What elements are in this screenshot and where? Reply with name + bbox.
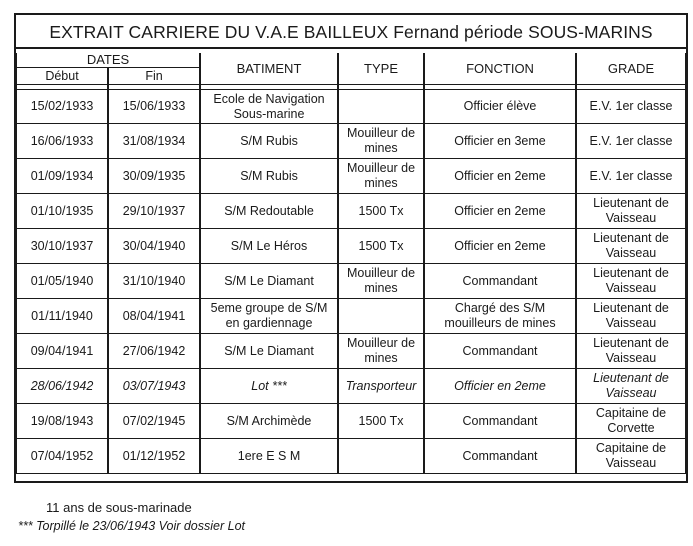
cell-grade: Capitaine de Vaisseau: [576, 439, 686, 474]
cell-type: Mouilleur de mines: [338, 264, 424, 299]
cell-debut: 15/02/1933: [16, 89, 108, 124]
footnote: *** Torpillé le 23/06/1943 Voir dossier Lot: [18, 519, 245, 533]
cell-debut: 07/04/1952: [16, 439, 108, 474]
cell-fin: 30/09/1935: [108, 159, 200, 194]
cell-fin: 30/04/1940: [108, 229, 200, 264]
cell-grade: Capitaine de Corvette: [576, 404, 686, 439]
table-row: [16, 89, 686, 124]
cell-fonction: Officier en 2eme: [424, 159, 576, 194]
cell-fonction: Commandant: [424, 404, 576, 439]
table-row: [16, 194, 686, 229]
cell-type: [338, 439, 424, 474]
table-row: [16, 264, 686, 299]
cell-fin: 31/10/1940: [108, 264, 200, 299]
table-row: [16, 159, 686, 194]
cell-debut: 09/04/1941: [16, 334, 108, 369]
cell-batiment: 5eme groupe de S/M en gardiennage: [200, 299, 338, 334]
cell-grade: E.V. 1er classe: [576, 89, 686, 124]
table-row: [16, 439, 686, 474]
career-table: [16, 53, 686, 474]
career-document: [14, 13, 688, 483]
document-title: EXTRAIT CARRIERE DU V.A.E BAILLEUX Fernand période SOUS-MARINS: [16, 15, 686, 49]
cell-type: 1500 Tx: [338, 229, 424, 264]
cell-fonction: Chargé des S/M mouilleurs de mines: [424, 299, 576, 334]
cell-grade: Lieutenant de Vaisseau: [576, 264, 686, 299]
cell-batiment: S/M Redoutable: [200, 194, 338, 229]
cell-grade: E.V. 1er classe: [576, 124, 686, 159]
cell-grade: Lieutenant de Vaisseau: [576, 334, 686, 369]
cell-debut: 28/06/1942: [16, 369, 108, 404]
cell-type: Mouilleur de mines: [338, 334, 424, 369]
cell-fonction: Commandant: [424, 334, 576, 369]
cell-fonction: Officier en 2eme: [424, 229, 576, 264]
table-row: [16, 229, 686, 264]
header-dates: DATES: [16, 53, 200, 68]
cell-type: 1500 Tx: [338, 194, 424, 229]
cell-debut: 01/10/1935: [16, 194, 108, 229]
table-row: [16, 334, 686, 369]
table-row: [16, 124, 686, 159]
table-row: [16, 299, 686, 334]
cell-type: 1500 Tx: [338, 404, 424, 439]
cell-type: Transporteur: [338, 369, 424, 404]
cell-fin: 27/06/1942: [108, 334, 200, 369]
table-row: [16, 369, 686, 404]
cell-grade: Lieutenant de Vaisseau: [576, 299, 686, 334]
cell-fonction: Officier élève: [424, 89, 576, 124]
header-fin: Fin: [108, 68, 200, 85]
cell-batiment: S/M Le Héros: [200, 229, 338, 264]
cell-fin: 07/02/1945: [108, 404, 200, 439]
cell-type: [338, 299, 424, 334]
cell-fin: 29/10/1937: [108, 194, 200, 229]
cell-batiment: S/M Le Diamant: [200, 264, 338, 299]
table-row: [16, 404, 686, 439]
cell-grade: Lieutenant de Vaisseau: [576, 369, 686, 404]
cell-type: Mouilleur de mines: [338, 124, 424, 159]
cell-fonction: Commandant: [424, 439, 576, 474]
cell-batiment: S/M Rubis: [200, 159, 338, 194]
cell-debut: 01/11/1940: [16, 299, 108, 334]
cell-fonction: Commandant: [424, 264, 576, 299]
cell-debut: 30/10/1937: [16, 229, 108, 264]
cell-batiment: Lot ***: [200, 369, 338, 404]
notes: [18, 498, 245, 536]
cell-type: Mouilleur de mines: [338, 159, 424, 194]
cell-batiment: S/M Le Diamant: [200, 334, 338, 369]
header-grade: GRADE: [576, 53, 686, 85]
summary-note: 11 ans de sous-marinade: [46, 500, 192, 515]
cell-fonction: Officier en 3eme: [424, 124, 576, 159]
career-rows: [16, 89, 686, 474]
cell-debut: 19/08/1943: [16, 404, 108, 439]
cell-batiment: S/M Rubis: [200, 124, 338, 159]
header-fonction: FONCTION: [424, 53, 576, 85]
cell-fin: 15/06/1933: [108, 89, 200, 124]
cell-debut: 01/09/1934: [16, 159, 108, 194]
cell-debut: 16/06/1933: [16, 124, 108, 159]
cell-debut: 01/05/1940: [16, 264, 108, 299]
cell-batiment: Ecole de Navigation Sous-marine: [200, 89, 338, 124]
cell-batiment: 1ere E S M: [200, 439, 338, 474]
cell-fin: 01/12/1952: [108, 439, 200, 474]
header-batiment: BATIMENT: [200, 53, 338, 85]
header-debut: Début: [16, 68, 108, 85]
cell-grade: Lieutenant de Vaisseau: [576, 194, 686, 229]
cell-grade: E.V. 1er classe: [576, 159, 686, 194]
cell-fin: 31/08/1934: [108, 124, 200, 159]
cell-fin: 03/07/1943: [108, 369, 200, 404]
header-type: TYPE: [338, 53, 424, 85]
cell-batiment: S/M Archimède: [200, 404, 338, 439]
cell-type: [338, 89, 424, 124]
cell-fonction: Officier en 2eme: [424, 194, 576, 229]
cell-grade: Lieutenant de Vaisseau: [576, 229, 686, 264]
cell-fonction: Officier en 2eme: [424, 369, 576, 404]
cell-fin: 08/04/1941: [108, 299, 200, 334]
